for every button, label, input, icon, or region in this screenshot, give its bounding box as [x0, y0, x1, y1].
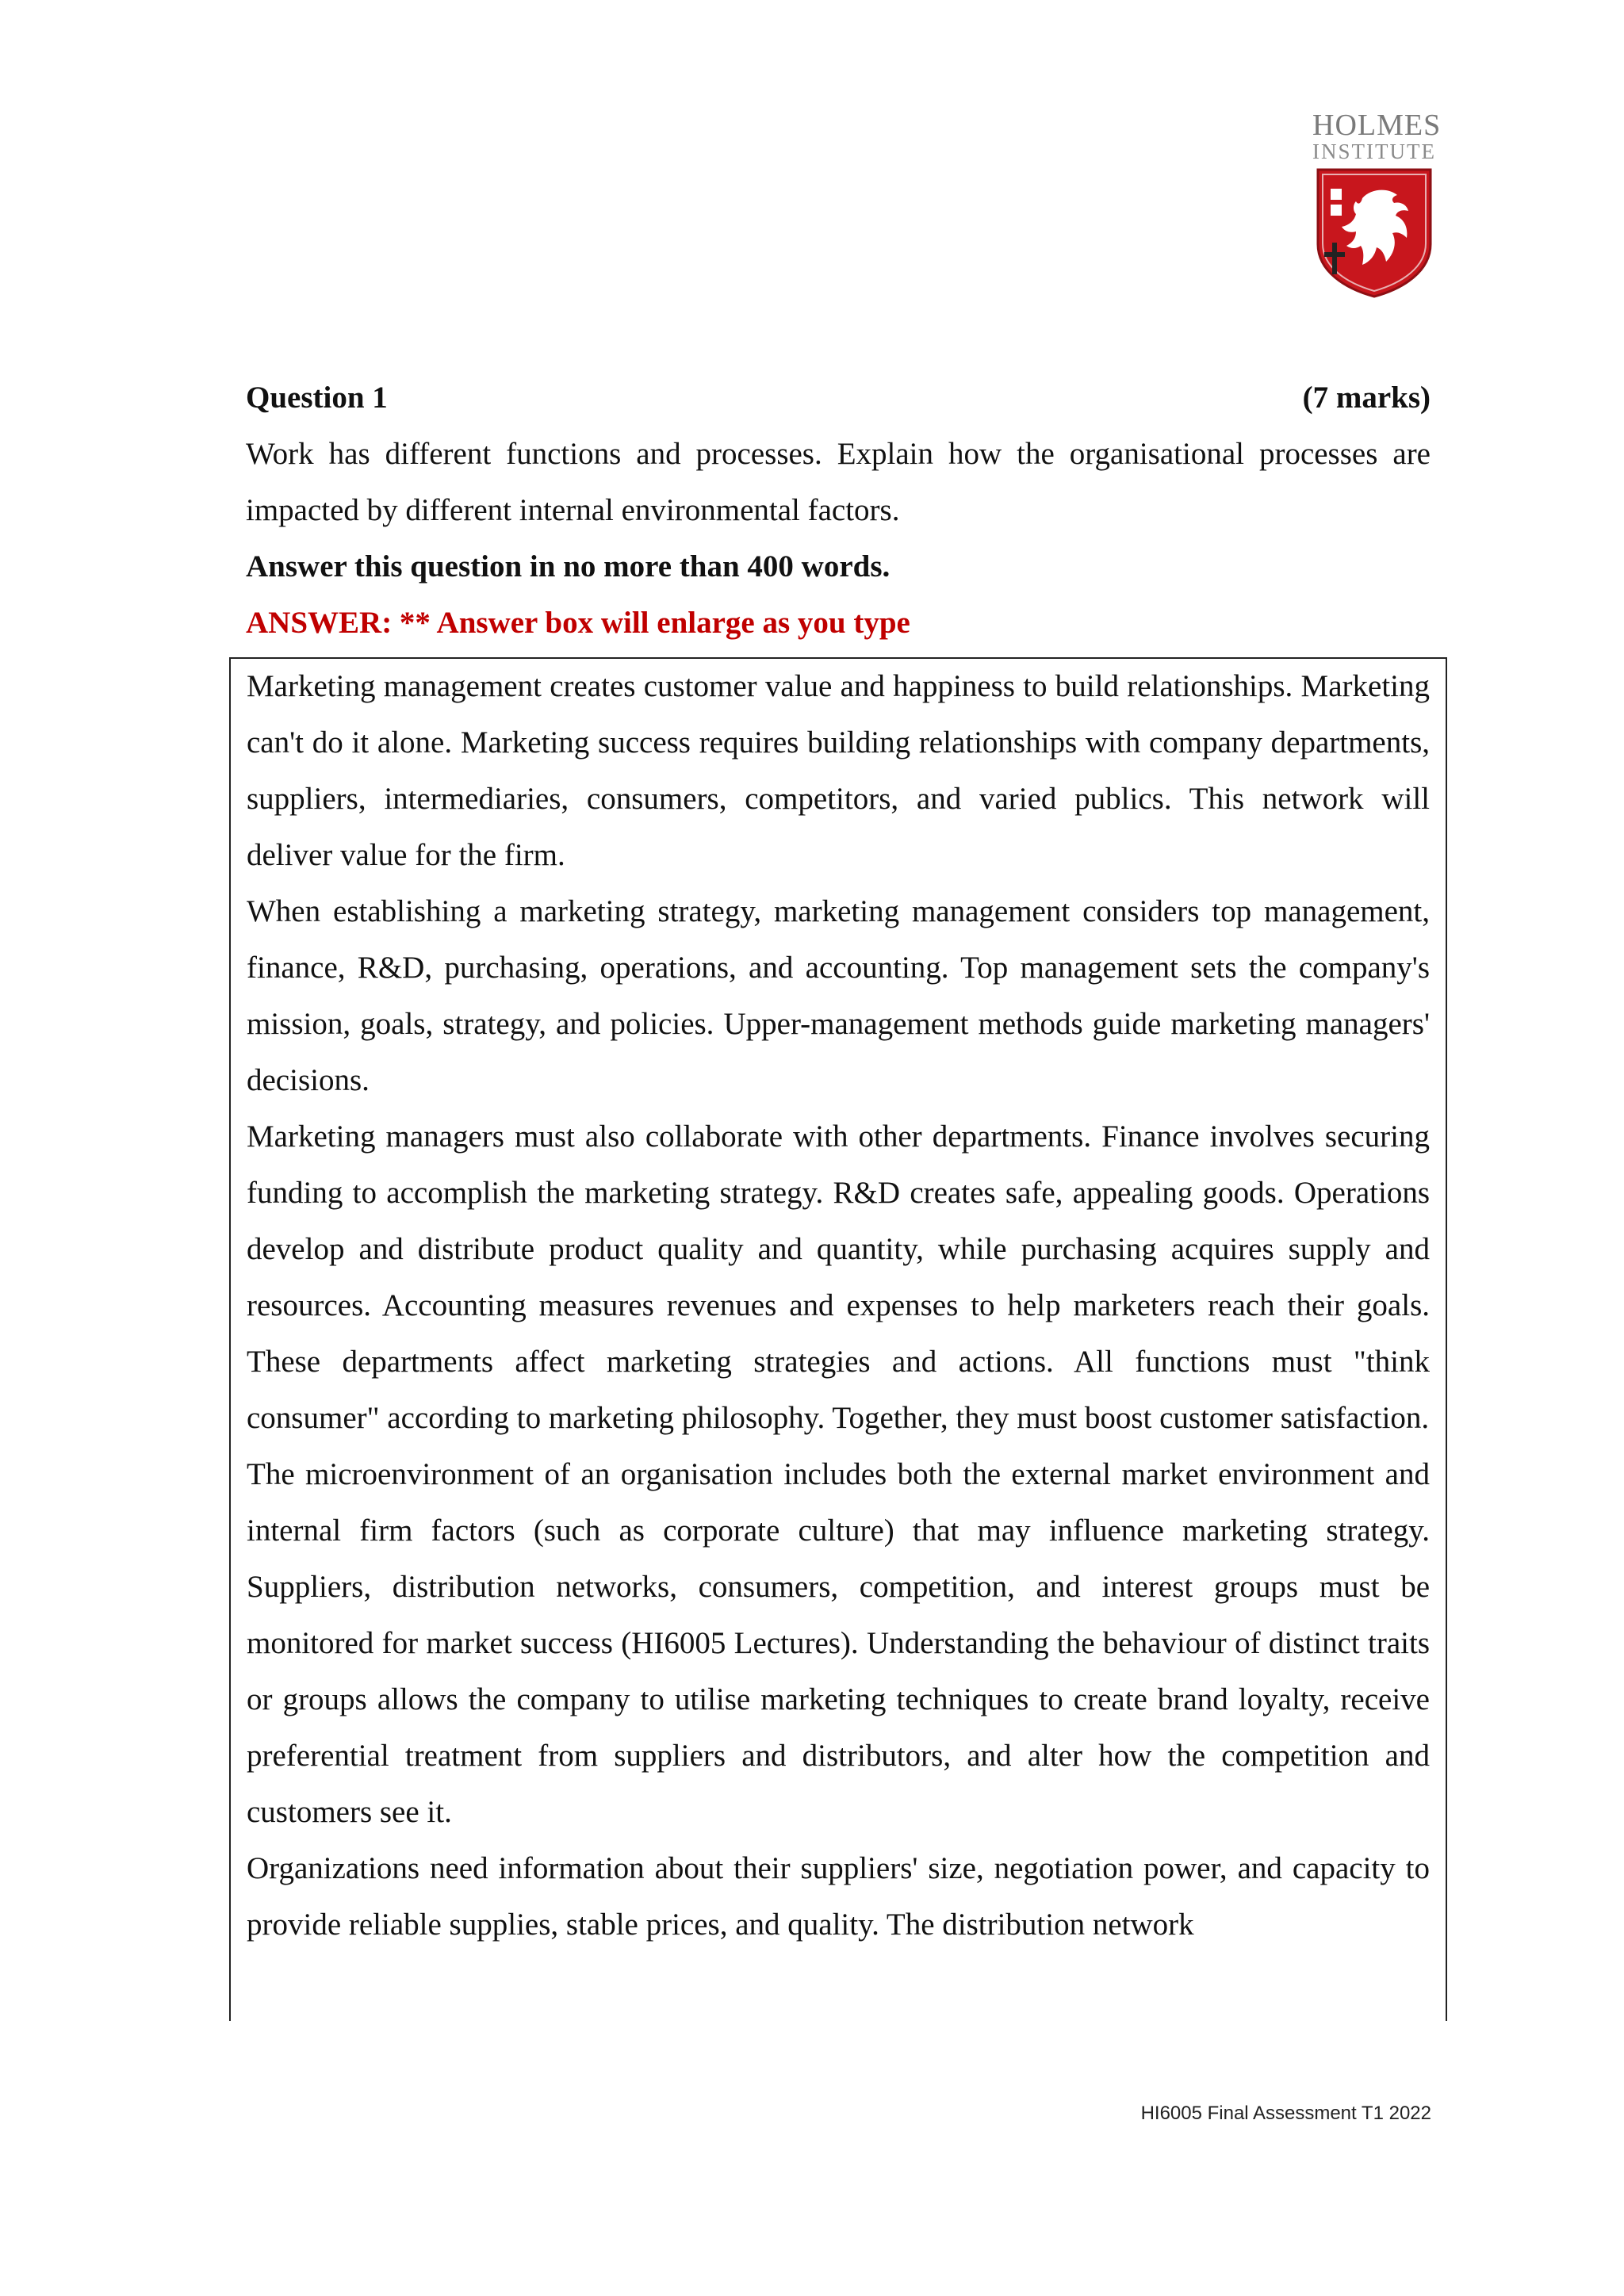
answer-label: ANSWER: ** Answer box will enlarge as you type: [246, 606, 910, 640]
question-header: [246, 369, 1431, 426]
shield-griffin-icon: [1315, 166, 1434, 300]
answer-paragraph: Marketing managers must also collaborate with other departments. Finance involves securing funding to accomplish the marketing strategy. R&D creates safe, appealing goods. Operations develop and distribute product quality and quantity, while purchasing acquires supply and resources. Accounting measures revenues and expenses to help marketers reach their goals. These departments affect marketing strategies and actions. All functions must "think consumer" according to marketing philosophy. Together, they must boost customer satisfaction.: [247, 1119, 1430, 1435]
question-text: Work has different functions and processes. Explain how the organisational processes are impacted by different internal environmental factors.: [246, 437, 1431, 527]
question-title: Question 1: [246, 381, 388, 415]
holmes-institute-logo: [1312, 109, 1442, 300]
logo-subtitle: INSTITUTE: [1312, 140, 1436, 163]
answer-box[interactable]: [229, 657, 1447, 2021]
question-marks: (7 marks): [1302, 381, 1431, 415]
question-section: [246, 369, 1431, 651]
answer-text: [247, 658, 1430, 1953]
answer-paragraph: Organizations need information about their suppliers' size, negotiation power, and capacity to provide reliable supplies, stable prices, and quality. The distribution network: [247, 1851, 1430, 1942]
page-footer: HI6005 Final Assessment T1 2022: [1140, 2103, 1431, 2124]
answer-paragraph: Marketing management creates customer value and happiness to build relationships. Marketing can't do it alone. Marketing success requires building relationships with company departments, suppliers, intermediaries, consumers, competitors, and varied publics. This network will deliver value for the firm.: [247, 669, 1430, 872]
answer-paragraph: When establishing a marketing strategy, marketing management considers top management, finance, R&D, purchasing, operations, and accounting. Top management sets the company's mission, goals, strategy, and policies. Upper-management methods guide marketing managers' decisions.: [247, 894, 1430, 1097]
answer-paragraph: The microenvironment of an organisation includes both the external market environment and internal firm factors (such as corporate culture) that may influence marketing strategy. Suppliers, distribution networks, consumers, competition, and interest groups must be monitored for market success (HI6005 Lectures). Understanding the behaviour of distinct traits or groups allows the company to utilise marketing techniques to create brand loyalty, receive preferential treatment from suppliers and distributors, and alter how the competition and customers see it.: [247, 1457, 1430, 1829]
question-instruction: Answer this question in no more than 400 words.: [246, 549, 891, 584]
logo-name: HOLMES: [1312, 109, 1442, 142]
